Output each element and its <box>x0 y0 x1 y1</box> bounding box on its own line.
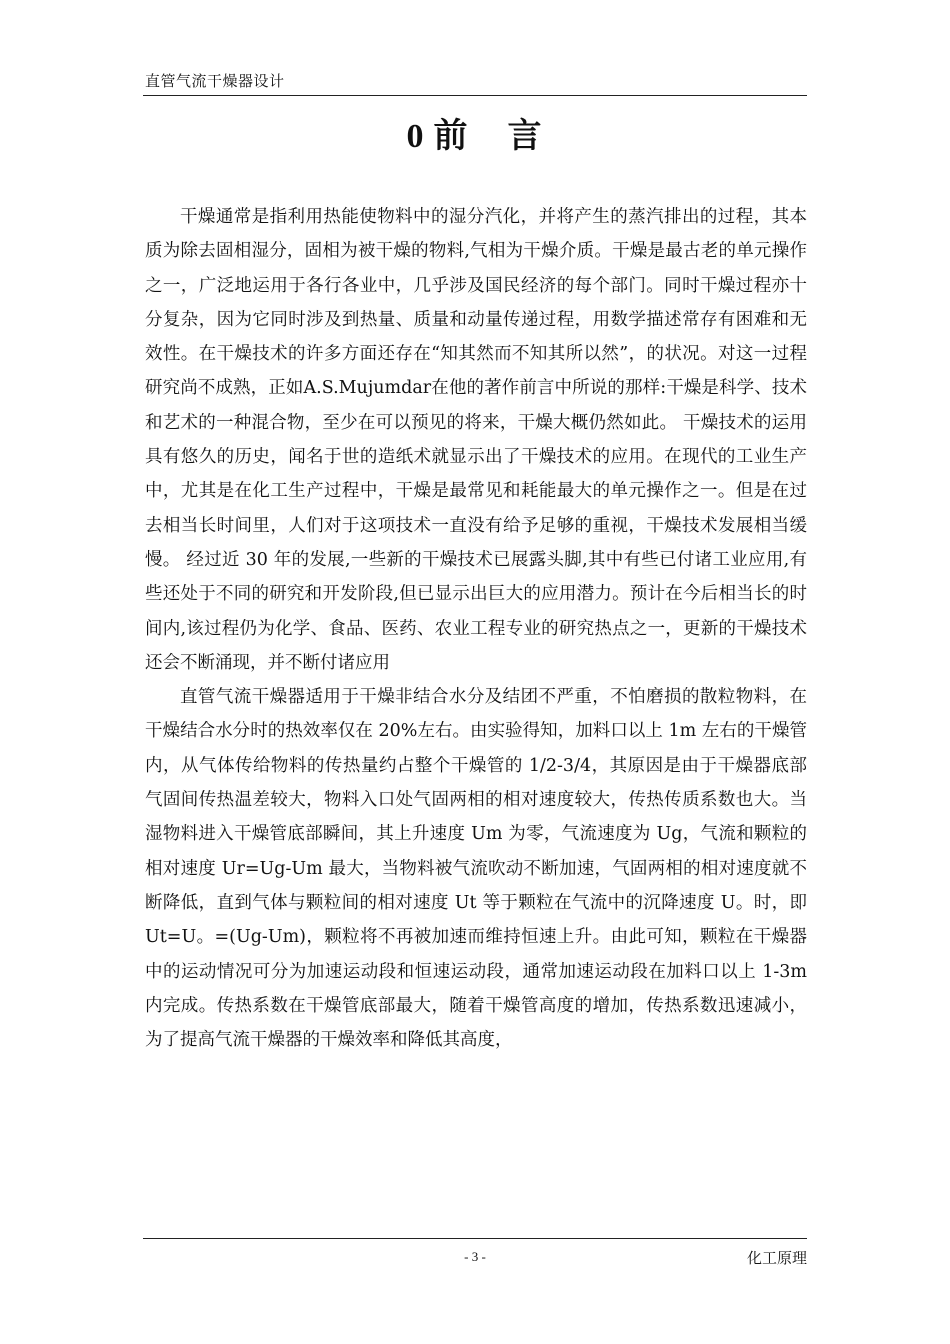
running-header: 直管气流干燥器设计 <box>145 72 285 90</box>
header-divider <box>143 95 807 96</box>
paragraph-1: 干燥通常是指利用热能使物料中的湿分汽化，并将产生的蒸汽排出的过程，其本质为除去固相湿分，固相为被干燥的物料,气相为干燥介质。干燥是最古老的单元操作之一，广泛地运用于各行各业中，几乎涉及国民经济的每个部门。同时干燥过程亦十分复杂，因为它同时涉及到热量、质量和动量传递过程，用数学描述常存有困难和无效性。在干燥技术的许多方面还存在“知其然而不知其所以然”，的状况。对这一过程研究尚不成熟，正如A.S.Mujumdar在他的著作前言中所说的那样:干燥是科学、技术和艺术的一种混合物，至少在可以预见的将来，干燥大概仍然如此。 干燥技术的运用具有悠久的历史，闻名于世的造纸术就显示出了干燥技术的应用。在现代的工业生产中，尤其是在化工生产过程中，干燥是最常见和耗能最大的单元操作之一。但是在过去相当长时间里，人们对于这项技术一直没有给予足够的重视，干燥技术发展相当缓慢。 经过近 30 年的发展,一些新的干燥技术已展露头脚,其中有些已付诸工业应用,有些还处于不同的研究和开发阶段,但已显示出巨大的应用潜力。预计在今后相当长的时间内,该过程仍为化学、食品、医药、农业工程专业的研究热点之一，更新的干燥技术还会不断涌现，并不断付诸应用 <box>145 207 807 673</box>
section-title-char-2: 言 <box>507 116 544 156</box>
body-text <box>145 200 807 1057</box>
page-number: - 3 - <box>464 1249 486 1264</box>
section-number: 0 <box>406 118 426 155</box>
footer-divider <box>143 1238 807 1239</box>
section-title-char-1: 前 <box>433 116 470 156</box>
section-title <box>0 108 950 157</box>
footer-label: 化工原理 <box>746 1249 807 1267</box>
paragraph-2: 直管气流干燥器适用于干燥非结合水分及结团不严重，不怕磨损的散粒物料，在干燥结合水分时的热效率仅在 20%左右。由实验得知，加料口以上 1m 左右的干燥管内，从气体传给物料的传热量约占整个干燥管的 1/2-3/4，其原因是由于干燥器底部气固间传热温差较大，物料入口处气固两相的相对速度较大，传热传质系数也大。当湿物料进入干燥管底部瞬间，其上升速度 Um 为零，气流速度为 Ug，气流和颗粒的相对速度 Ur=Ug-Um 最大，当物料被气流吹动不断加速，气固两相的相对速度就不断降低，直到气体与颗粒间的相对速度 Ut 等于颗粒在气流中的沉降速度 U。时，即 Ut=U。=(Ug-Um)，颗粒将不再被加速而维持恒速上升。由此可知，颗粒在干燥器中的运动情况可分为加速运动段和恒速运动段，通常加速运动段在加料口以上 1-3m 内完成。传热系数在干燥管底部最大，随着干燥管高度的增加，传热系数迅速减小，为了提高气流干燥器的干燥效率和降低其高度， <box>145 687 807 1051</box>
